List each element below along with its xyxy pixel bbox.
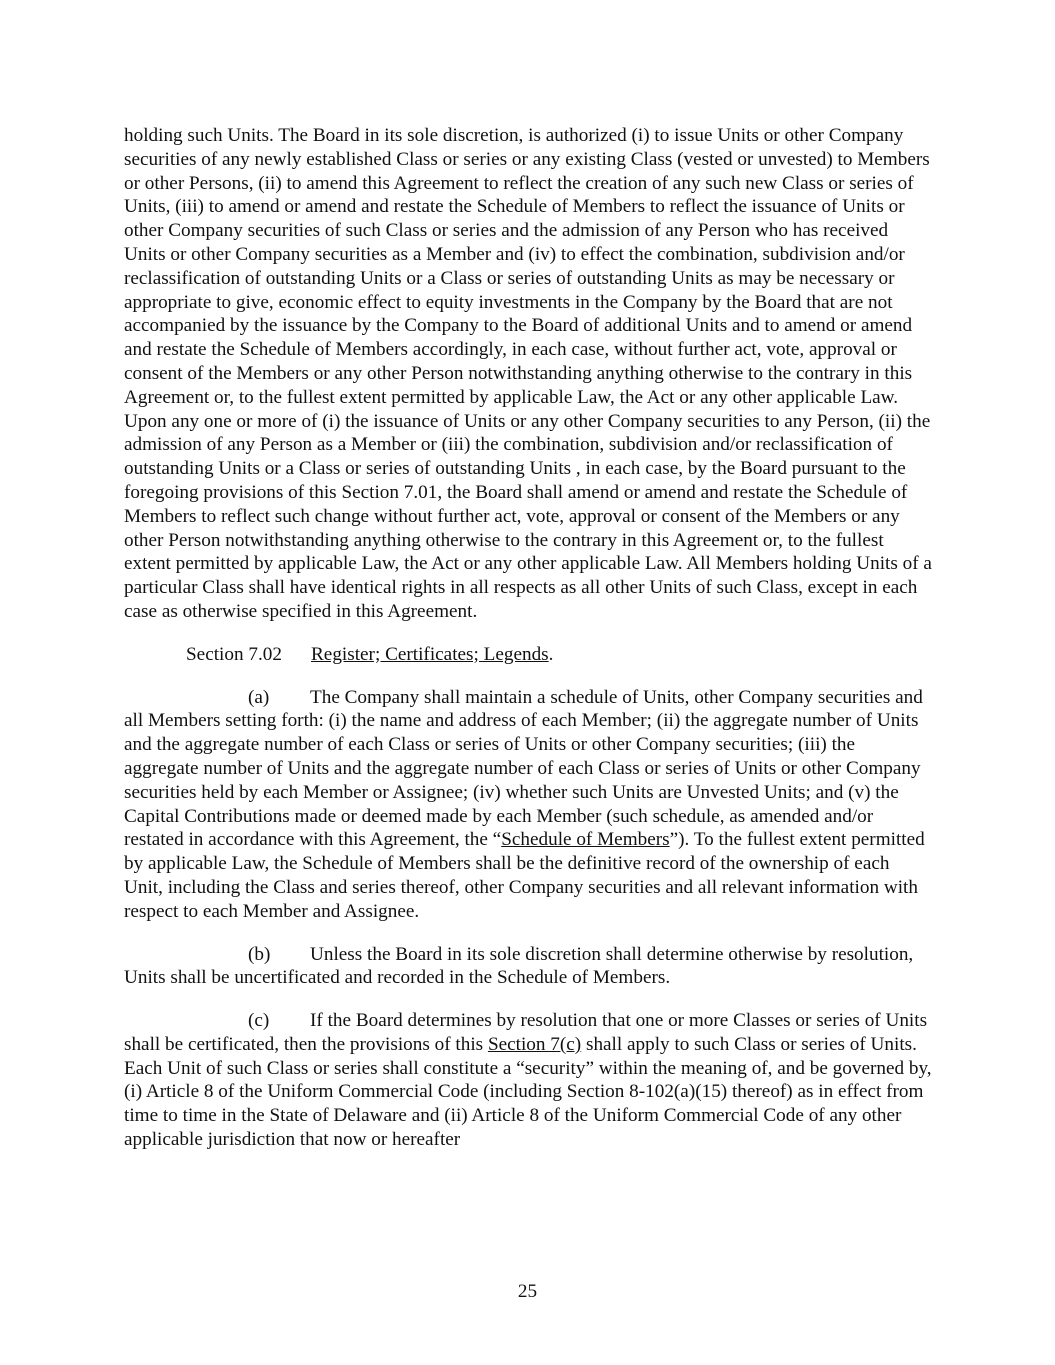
document-page xyxy=(124,124,932,1152)
section-heading xyxy=(124,643,932,667)
subsection-a-text-before: The Company shall maintain a schedule of Units, other Company securities and all Members setting forth: (i) the name and address of each Member; (ii) the aggregate number of Units and the aggregate number of each Class or series of Units or other Company securities; (iii) the aggregate number of Units and the aggregate number of each Class or series of Units or other Company securities held by each Member or Assignee; (iv) whether such Units are Unvested Units; and (v) the Capital Contributions made or deemed made by each Member (such schedule, as amended and/or restated in accordance with this Agreement, the “ xyxy=(124,686,923,851)
subsection-c-label: (c) xyxy=(248,1010,270,1032)
section-number: Section 7.02 xyxy=(186,643,282,665)
subsection-b xyxy=(124,943,932,991)
defined-term-schedule-of-members: Schedule of Members xyxy=(501,829,670,851)
subsection-a-text-after: ”). To the fullest extent permitted by applicable Law, the Schedule of Members shall be the definitive record of the ownership of each Unit, including the Class and series thereof, other Company securities and all relevant information with respect to each Member and Assignee. xyxy=(124,829,925,922)
section-title-suffix: . xyxy=(548,643,554,665)
subsection-b-text: Unless the Board in its sole discretion shall determine otherwise by resolution, Units shall be uncertificated and recorded in the Schedule of Members. xyxy=(124,943,914,989)
page-number: 25 xyxy=(517,1281,538,1302)
subsection-c xyxy=(124,1009,932,1152)
subsection-a xyxy=(124,686,932,924)
continuation-paragraph: holding such Units. The Board in its sole discretion, is authorized (i) to issue Units or other Company securities of any newly established Class or series or any existing Class (vested or unvested) to Members or other Persons, (ii) to amend this Agreement to reflect the creation of any such new Class or series of Units, (iii) to amend or amend and restate the Schedule of Members to reflect the issuance of Units or other Company securities of such Class or series and the admission of any Person who has received Units or other Company securities as a Member and (iv) to effect the combination, subdivision and/or reclassification of outstanding Units or a Class or series of outstanding Units as may be necessary or appropriate to give, economic effect to equity investments in the Company by the Board that are not accompanied by the issuance by the Company to the Board of additional Units and to amend or amend and restate the Schedule of Members accordingly, in each case, without further act, vote, approval or consent of the Members or any other Person notwithstanding anything otherwise to the contrary in this Agreement or, to the fullest extent permitted by applicable Law, the Act or any other applicable Law. Upon any one or more of (i) the issuance of Units or any other Company securities to any Person, (ii) the admission of any Person as a Member or (iii) the combination, subdivision and/or reclassification of outstanding Units or a Class or series of outstanding Units , in each case, by the Board pursuant to the foregoing provisions of this Section 7.01, the Board shall amend or amend and restate the Schedule of Members to reflect such change without further act, vote, approval or consent of the Members or any other Person notwithstanding anything otherwise to the contrary in this Agreement or, to the fullest extent permitted by applicable Law, the Act or any other applicable Law. All Members holding Units of a particular Class shall have identical rights in all respects as all other Units of such Class, except in each case as otherwise specified in this Agreement. xyxy=(124,125,932,622)
section-reference-link: Section 7(c) xyxy=(487,1033,582,1055)
subsection-c-text-before: If the Board determines by resolution that one or more Classes or series of Units shall be certificated, then the provisions of this xyxy=(124,1010,928,1055)
subsection-a-label: (a) xyxy=(248,686,270,708)
subsection-b-label: (b) xyxy=(248,943,271,965)
section-title: Register; Certificates; Legends xyxy=(311,643,549,665)
subsection-c-text-after: shall apply to such Class or series of Units. Each Unit of such Class or series shall constitute a “security” within the meaning of, and be governed by, (i) Article 8 of the Uniform Commercial Code (including Section 8-102(a)(15) thereof) as in effect from time to time in the State of Delaware and (ii) Article 8 of the Uniform Commercial Code of any other applicable jurisdiction that now or hereafter xyxy=(124,1033,932,1151)
